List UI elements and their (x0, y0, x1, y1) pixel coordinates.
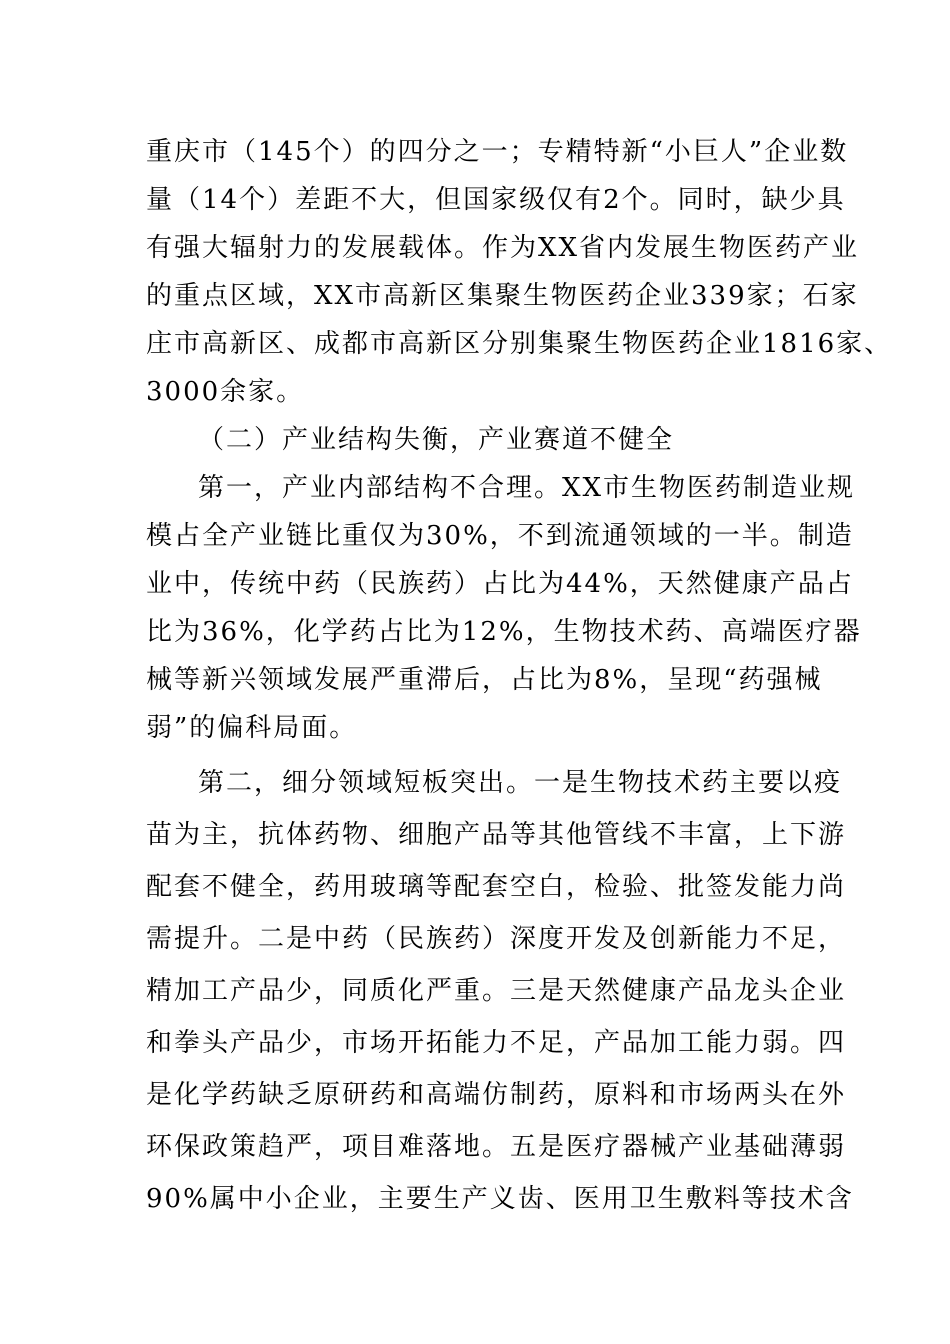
paragraph-line: 是化学药缺乏原研药和高端仿制药，原料和市场两头在外 (146, 1080, 847, 1110)
paragraph-line: 庄市高新区、成都市高新区分别集聚生物医药企业1816家、 (146, 329, 893, 359)
paragraph-line: 量（14个）差距不大，但国家级仅有2个。同时，缺少具 (146, 185, 846, 215)
paragraph-line: 有强大辐射力的发展载体。作为XX省内发展生物医药产业 (146, 233, 860, 263)
paragraph-line: 环保政策趋严，项目难落地。五是医疗器械产业基础薄弱 (146, 1132, 847, 1162)
paragraph-line: 比为36%，化学药占比为12%，生物技术药、高端医疗器 (146, 617, 862, 647)
paragraph-line: 模占全产业链比重仅为30%，不到流通领域的一半。制造 (146, 521, 854, 551)
paragraph-line: 精加工产品少，同质化严重。三是天然健康产品龙头企业 (146, 976, 847, 1006)
paragraph-line: 和拳头产品少，市场开拓能力不足，产品加工能力弱。四 (146, 1028, 847, 1058)
paragraph-line: 重庆市（145个）的四分之一；专精特新“小巨人”企业数 (146, 137, 849, 167)
paragraph-line: 第一，产业内部结构不合理。XX市生物医药制造业规 (198, 473, 856, 503)
paragraph-line: 需提升。二是中药（民族药）深度开发及创新能力不足， (146, 924, 847, 954)
paragraph-line: 弱”的偏科局面。 (146, 713, 358, 743)
paragraph-line: 90%属中小企业，主要生产义齿、医用卫生敷料等技术含 (146, 1184, 854, 1214)
paragraph-line: 3000余家。 (146, 377, 305, 407)
paragraph-line: 械等新兴领域发展严重滞后，占比为8%，呈现“药强械 (146, 665, 823, 695)
paragraph-line: 业中，传统中药（民族药）占比为44%，天然健康产品占 (146, 569, 854, 599)
section-heading: （二）产业结构失衡，产业赛道不健全 (198, 425, 675, 455)
paragraph-line: 配套不健全，药用玻璃等配套空白，检验、批签发能力尚 (146, 872, 847, 902)
paragraph-line: 的重点区域，XX市高新区集聚生物医药企业339家；石家 (146, 281, 859, 311)
paragraph-line: 第二，细分领域短板突出。一是生物技术药主要以疫 (198, 768, 843, 798)
paragraph-line: 苗为主，抗体药物、细胞产品等其他管线不丰富，上下游 (146, 820, 847, 850)
